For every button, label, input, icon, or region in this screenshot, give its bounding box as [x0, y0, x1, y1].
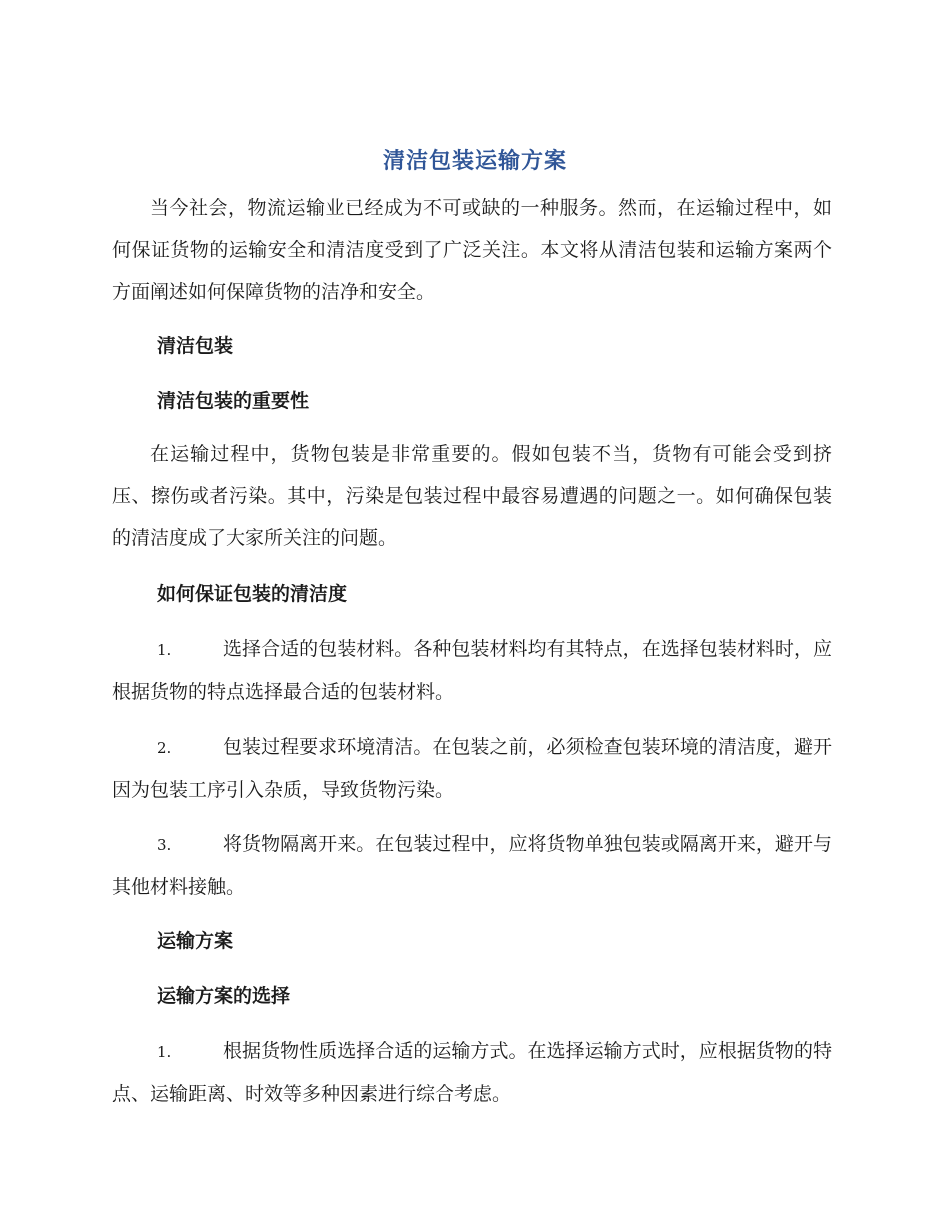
- subheading-ensure-cleanliness: 如何保证包装的清洁度: [157, 583, 348, 605]
- list-item-number: 3.: [157, 836, 172, 854]
- list-item-text: 选择合适的包装材料。各种包装材料均有其特点，在选择包装材料时，应根据货物的特点选择最合适的包装材料。: [112, 638, 832, 703]
- subheading-packaging-importance: 清洁包装的重要性: [157, 390, 310, 412]
- section-heading-transport: 运输方案: [157, 930, 234, 952]
- list-item: [112, 628, 832, 713]
- list-item: [112, 1030, 832, 1115]
- list-item-text: 根据货物性质选择合适的运输方式。在选择运输方式时，应根据货物的特点、运输距离、时效等多种因素进行综合考虑。: [112, 1040, 832, 1105]
- list-item-number: 2.: [157, 739, 172, 757]
- list-item: [112, 726, 832, 811]
- list-item-number: 1.: [157, 641, 172, 659]
- list-item: [112, 823, 832, 908]
- subheading-transport-choice: 运输方案的选择: [157, 985, 291, 1007]
- list-item-text: 包装过程要求环境清洁。在包装之前，必须检查包装环境的清洁度，避开因为包装工序引入杂质，导致货物污染。: [112, 736, 832, 801]
- intro-paragraph: 当今社会，物流运输业已经成为不可或缺的一种服务。然而，在运输过程中，如何保证货物的运输安全和清洁度受到了广泛关注。本文将从清洁包装和运输方案两个方面阐述如何保障货物的洁净和安全。: [112, 197, 832, 303]
- list-item-text: 将货物隔离开来。在包装过程中，应将货物单独包装或隔离开来，避开与其他材料接触。: [112, 833, 832, 898]
- section-heading-packaging: 清洁包装: [157, 335, 234, 357]
- list-item-number: 1.: [157, 1043, 172, 1061]
- paragraph-packaging-importance: 在运输过程中，货物包装是非常重要的。假如包装不当，货物有可能会受到挤压、擦伤或者污染。其中，污染是包装过程中最容易遭遇的问题之一。如何确保包装的清洁度成了大家所关注的问题。: [112, 443, 832, 549]
- document-title: 清洁包装运输方案: [382, 149, 567, 174]
